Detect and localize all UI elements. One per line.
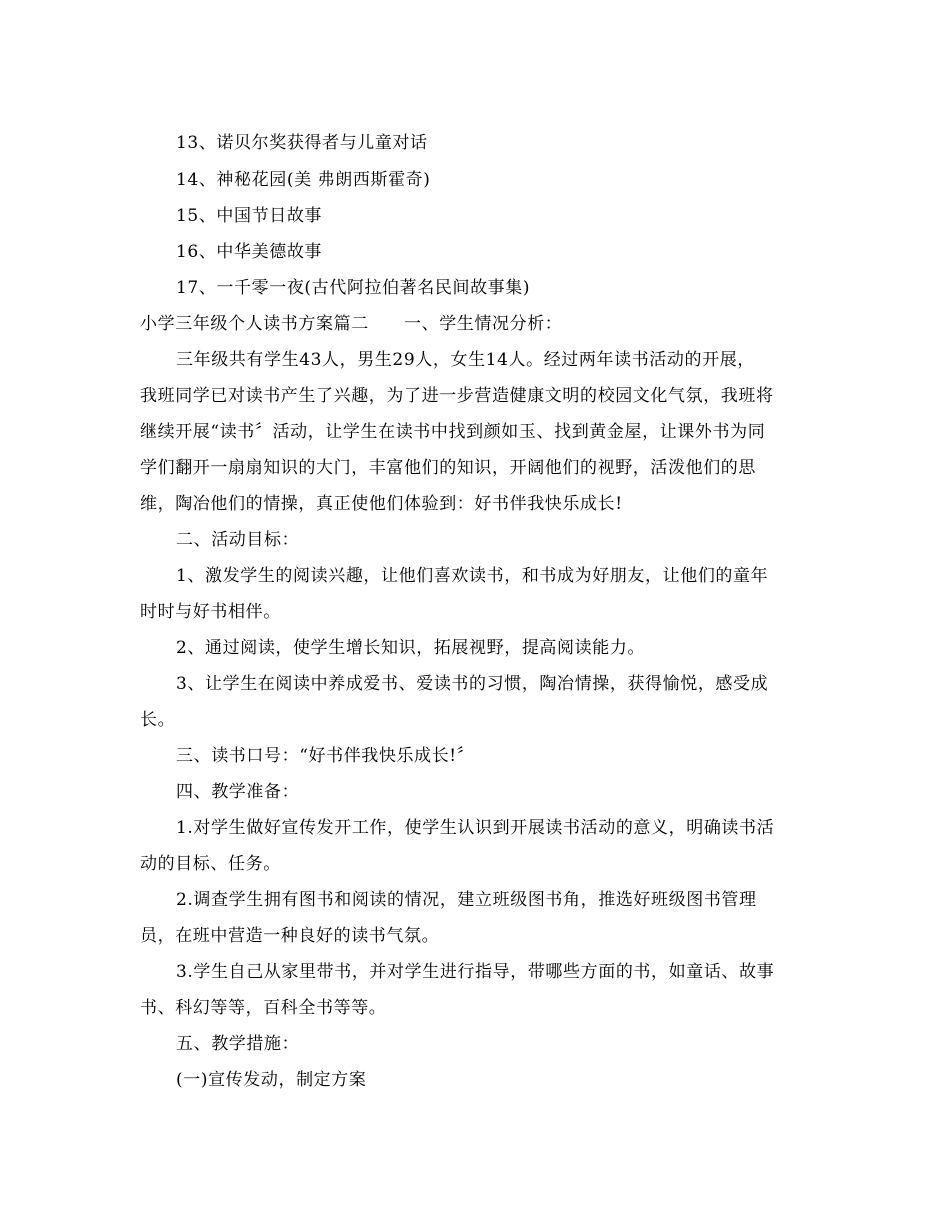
prep-item-line: 3.学生自己从家里带书，并对学生进行指导，带哪些方面的书，如童话、故事: [176, 962, 775, 982]
measures-item: (一)宣传发动，制定方案: [176, 1070, 367, 1090]
slogan: 三、读书口号：“好书伴我快乐成长!〞: [176, 746, 475, 766]
goals-heading: 二、活动目标：: [176, 530, 300, 550]
goal-item-line: 1、激发学生的阅读兴趣，让他们喜欢读书，和书成为好朋友，让他们的童年: [176, 566, 769, 586]
intro-line: 继续开展“读书〞活动，让学生在读书中找到颜如玉、找到黄金屋，让课外书为同: [140, 422, 766, 442]
intro-line: 我班同学已对读书产生了兴趣，为了进一步营造健康文明的校园文化气氛，我班将: [140, 386, 774, 406]
goal-item-line: 时时与好书相伴。: [140, 602, 281, 622]
goal-item-line: 2、通过阅读，使学生增长知识，拓展视野，提高阅读能力。: [176, 638, 646, 658]
intro-line: 维，陶冶他们的情操，真正使他们体验到：好书伴我快乐成长!: [140, 494, 623, 514]
goal-item-line: 长。: [140, 710, 176, 730]
prep-item-line: 动的目标、任务。: [140, 854, 281, 874]
book-list-item: 15、中国节日故事: [176, 206, 323, 226]
book-list-item: 14、神秘花园(美 弗朗西斯霍奇): [176, 170, 431, 190]
goal-item-line: 3、让学生在阅读中养成爱书、爱读书的习惯，陶冶情操，获得愉悦，感受成: [176, 674, 769, 694]
book-list-item: 16、中华美德故事: [176, 242, 323, 262]
book-list-item: 13、诺贝尔奖获得者与儿童对话: [176, 133, 428, 153]
prep-heading: 四、教学准备：: [176, 782, 300, 802]
intro-line: 三年级共有学生43人，男生29人，女生14人。经过两年读书活动的开展，: [176, 350, 755, 370]
prep-item-line: 2.调查学生拥有图书和阅读的情况，建立班级图书角，推选好班级图书管理: [176, 890, 757, 910]
prep-item-line: 书、科幻等等，百科全书等等。: [140, 998, 387, 1018]
prep-item-line: 1.对学生做好宣传发开工作，使学生认识到开展读书活动的意义，明确读书活: [176, 818, 775, 838]
intro-line: 学们翻开一扇扇知识的大门，丰富他们的知识，开阔他们的视野，活泼他们的思: [140, 458, 756, 478]
prep-item-line: 员，在班中营造一种良好的读书气氛。: [140, 926, 440, 946]
measures-heading: 五、教学措施：: [176, 1034, 300, 1054]
section-heading: 小学三年级个人读书方案篇二 一、学生情况分析：: [140, 314, 563, 334]
book-list-item: 17、一千零一夜(古代阿拉伯著名民间故事集): [176, 278, 531, 298]
